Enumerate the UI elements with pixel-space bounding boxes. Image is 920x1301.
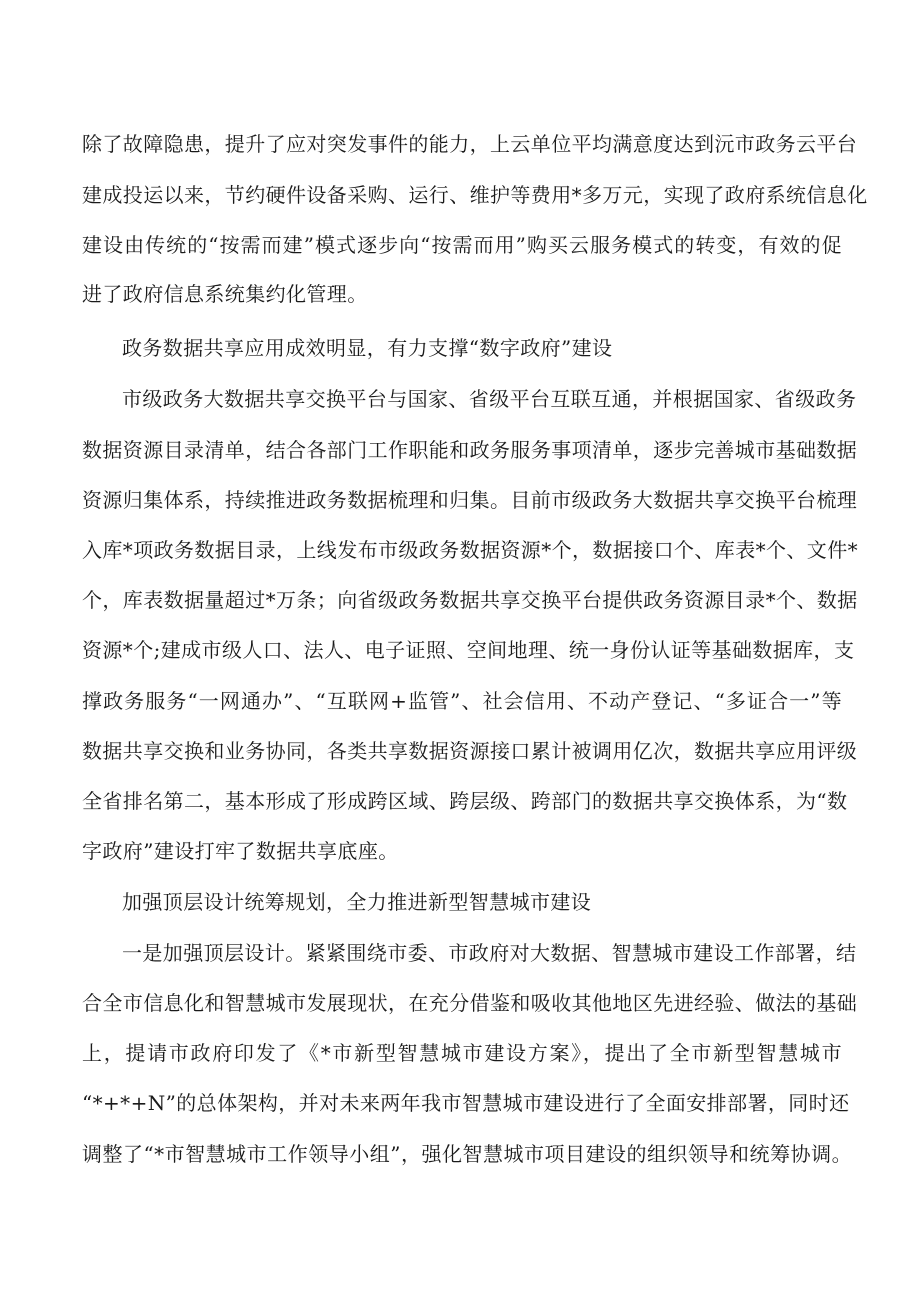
paragraph-3-line: “*+*+N”的总体架构，并对未来两年我市智慧城市建设进行了全面安排部署，同时还: [82, 1091, 850, 1115]
paragraph-1-line: 建设由传统的“按需而建”模式逐步向“按需而用”购买云服务模式的转变，有效的促: [82, 233, 842, 257]
paragraph-2-line: 全省排名第二，基本形成了形成跨区域、跨层级、跨部门的数据共享交换体系，为“数: [82, 789, 848, 813]
paragraph-2-line: 数据资源目录清单，结合各部门工作职能和政务服务事项清单，逐步完善城市基础数据: [82, 438, 858, 462]
paragraph-2-line: 字政府”建设打牢了数据共享底座。: [82, 839, 399, 863]
paragraph-2-line: 资源*个;建成市级人口、法人、电子证照、空间地理、统一身份认证等基础数据库，支: [82, 638, 855, 662]
section-heading: 政务数据共享应用成效明显，有力支撑“数字政府”建设: [122, 336, 613, 360]
paragraph-3-line: 一是加强顶层设计。紧紧围绕市委、市政府对大数据、智慧城市建设工作部署，结: [122, 941, 857, 965]
paragraph-2-line: 资源归集体系，持续推进政务数据梳理和归集。目前市级政务大数据共享交换平台梳理: [82, 488, 858, 512]
paragraph-2-line: 入库*项政务数据目录，上线发布市级政务数据资源*个，数据接口个、库表*个、文件*: [82, 538, 858, 562]
paragraph-3-line: 合全市信息化和智慧城市发展现状，在充分借鉴和吸收其他地区先进经验、做法的基础: [82, 991, 858, 1015]
paragraph-1-line: 进了政府信息系统集约化管理。: [82, 282, 368, 306]
paragraph-1-line: 除了故障隐患，提升了应对突发事件的能力，上云单位平均满意度达到沅市政务云平台: [82, 132, 858, 156]
paragraph-2-line: 撑政务服务“一网通办”、“互联网+监管”、社会信用、不动产登记、“多证合一”等: [82, 689, 842, 713]
paragraph-2-line: 数据共享交换和业务协同，各类共享数据资源接口累计被调用亿次，数据共享应用评级: [82, 739, 858, 763]
section-heading: 加强顶层设计统筹规划，全力推进新型智慧城市建设: [122, 890, 592, 914]
paragraph-2-line: 个，库表数据量超过*万条；向省级政务数据共享交换平台提供政务资源目录*个、数据: [82, 588, 858, 612]
paragraph-3-line: 上，提请市政府印发了《*市新型智慧城市建设方案》，提出了全市新型智慧城市: [82, 1041, 842, 1065]
paragraph-1-line: 建成投运以来，节约硬件设备采购、运行、维护等费用*多万元，实现了政府系统信息化: [82, 183, 868, 207]
paragraph-2-line: 市级政务大数据共享交换平台与国家、省级平台互联互通，并根据国家、省级政务: [122, 387, 857, 411]
paragraph-3-line: 调整了“*市智慧城市工作领导小组”，强化智慧城市项目建设的组织领导和统筹协调。: [82, 1142, 852, 1166]
